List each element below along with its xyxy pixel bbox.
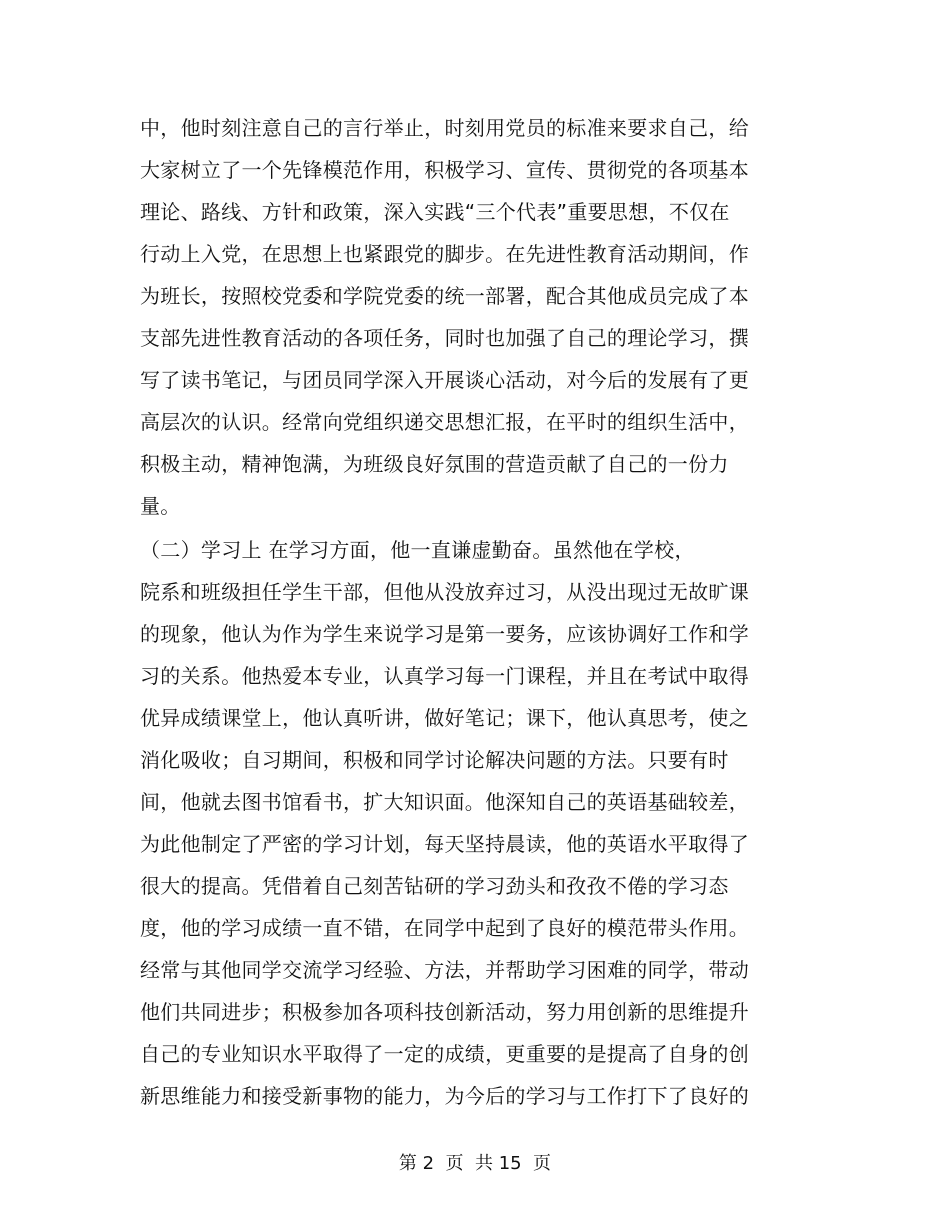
text-line: 院系和班级担任学生干部，但他从没放弃过习，从没出现过无故旷课 [140, 580, 749, 604]
text-line: 优异成绩课堂上，他认真听讲，做好笔记；课下，他认真思考，使之 [140, 706, 749, 730]
text-line: 积极主动，精神饱满，为班级良好氛围的营造贡献了自己的一份力 [140, 452, 729, 476]
text-line: 习的关系。他热爱本专业，认真学习每一门课程，并且在考试中取得 [140, 664, 749, 688]
text-line: 大家树立了一个先锋模范作用，积极学习、宣传、贯彻党的各项基本 [140, 158, 749, 182]
text-line: 的现象，他认为作为学生来说学习是第一要务，应该协调好工作和学 [140, 622, 749, 646]
text-line: 理论、路线、方针和政策，深入实践“三个代表”重要思想，不仅在 [140, 200, 730, 224]
text-line: 经常与其他同学交流学习经验、方法，并帮助学习困难的同学，带动 [140, 958, 749, 982]
text-line: 他们共同进步；积极参加各项科技创新活动，努力用创新的思维提升 [140, 1000, 749, 1024]
text-line: 支部先进性教育活动的各项任务，同时也加强了自己的理论学习，撰 [140, 326, 749, 350]
text-line: 行动上入党，在思想上也紧跟党的脚步。在先进性教育活动期间，作 [140, 242, 749, 266]
page-number-footer: 第 2 页 共 15 页 [398, 1153, 552, 1174]
text-line: （二）学习上 在学习方面，他一直谦虚勤奋。虽然他在学校， [140, 538, 695, 562]
text-line: 为班长，按照校党委和学院党委的统一部署，配合其他成员完成了本 [140, 284, 749, 308]
text-line: 新思维能力和接受新事物的能力，为今后的学习与工作打下了良好的 [140, 1084, 749, 1108]
text-line: 消化吸收；自习期间，积极和同学讨论解决问题的方法。只要有时 [140, 748, 729, 772]
text-line: 度，他的学习成绩一直不错，在同学中起到了良好的模范带头作用。 [140, 916, 749, 940]
text-line: 中，他时刻注意自己的言行举止，时刻用党员的标准来要求自己，给 [140, 116, 749, 140]
text-line: 写了读书笔记，与团员同学深入开展谈心活动，对今后的发展有了更 [140, 368, 749, 392]
text-line: 高层次的认识。经常向党组织递交思想汇报，在平时的组织生活中， [140, 410, 749, 434]
text-line: 为此他制定了严密的学习计划，每天坚持晨读，他的英语水平取得了 [140, 832, 749, 856]
text-line: 间，他就去图书馆看书，扩大知识面。他深知自己的英语基础较差， [140, 790, 749, 814]
text-line: 量。 [140, 494, 181, 518]
text-line: 自己的专业知识水平取得了一定的成绩，更重要的是提高了自身的创 [140, 1042, 749, 1066]
text-line: 很大的提高。凭借着自己刻苦钻研的学习劲头和孜孜不倦的学习态 [140, 874, 729, 898]
